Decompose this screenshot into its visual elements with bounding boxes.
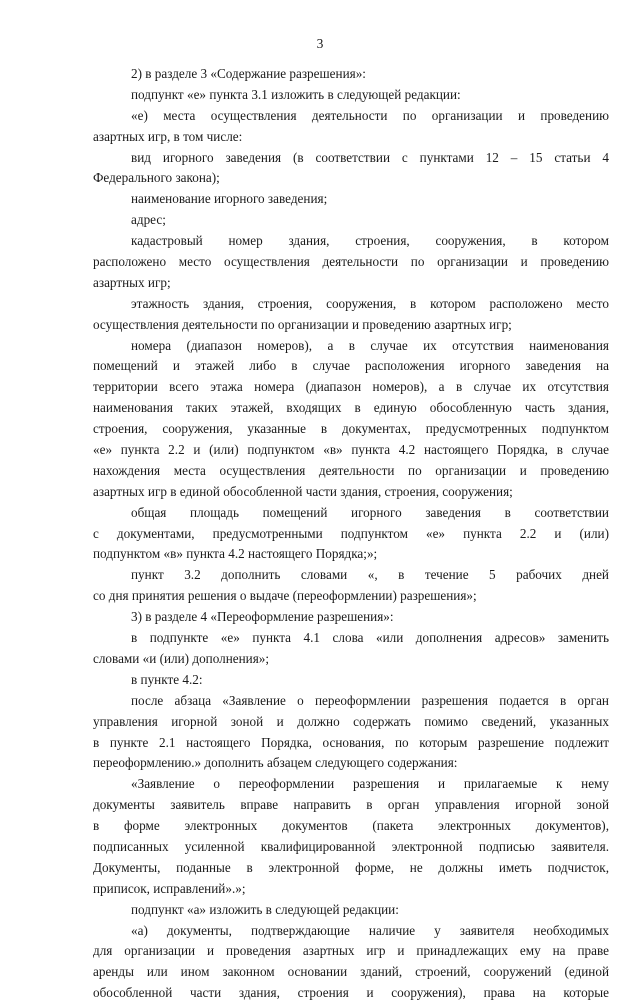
paragraph-line: подпунктом «в» пункта 4.2 настоящего Порядка;»; — [93, 546, 378, 562]
paragraph-line: с документами, предусмотренными подпунктом «е» пункта 2.2 и (или) — [93, 525, 609, 541]
page-number: 3 — [316, 36, 324, 51]
paragraph-line: строения, сооружения, указанные в документах, предусмотренных подпунктом — [93, 421, 609, 437]
paragraph-line: этажность здания, строения, сооружения, в котором расположено место — [131, 295, 609, 311]
paragraph-line: подпункт «а» изложить в следующей редакции: — [131, 901, 399, 917]
paragraph-line: адрес; — [131, 212, 166, 228]
paragraph-line: осуществления деятельности по организации и проведению азартных игр; — [93, 316, 512, 332]
paragraph-line: 2) в разделе 3 «Содержание разрешения»: — [131, 66, 366, 81]
paragraph-line: в пункте 4.2: — [131, 671, 203, 687]
paragraph-line: обособленной части здания, строения и сооружения), права на которые — [93, 985, 609, 1001]
paragraph-line: для организации и проведения азартных игр и принадлежащих ему на праве — [93, 943, 609, 959]
paragraph-line: подписанных усиленной квалифицированной электронной подписью заявителя. — [93, 838, 609, 854]
paragraph-line: словами «и (или) дополнения»; — [93, 650, 270, 666]
paragraph-line: документы заявитель вправе направить в орган управления игорной зоной — [93, 797, 609, 813]
paragraph-line: вид игорного заведения (в соответствии с пунктами 12 – 15 статьи 4 — [131, 149, 609, 165]
paragraph-line: управления игорной зоной и должно содержать помимо сведений, указанных — [93, 713, 609, 729]
paragraph-line: кадастровый номер здания, строения, сооружения, в котором — [131, 233, 609, 249]
paragraph-line: 3) в разделе 4 «Переоформление разрешения»: — [131, 609, 394, 625]
document-body — [93, 64, 609, 1004]
paragraph-line: «Заявление о переоформлении разрешения и прилагаемые к нему — [131, 776, 609, 792]
paragraph-line: в подпункте «е» пункта 4.1 слова «или дополнения адресов» заменить — [131, 630, 609, 646]
paragraph-line: подпункт «е» пункта 3.1 изложить в следующей редакции: — [131, 86, 461, 102]
paragraph-line: азартных игр в единой обособленной части здания, строения, сооружения; — [93, 483, 513, 499]
paragraph-line: Федерального закона); — [93, 170, 220, 186]
paragraph-line: общая площадь помещений игорного заведения в соответствии — [131, 504, 609, 520]
paragraph-line: номера (диапазон номеров), а в случае их отсутствия наименования — [131, 337, 609, 353]
paragraph-line: азартных игр; — [93, 274, 171, 290]
paragraph-line: «е» пункта 2.2 и (или) подпунктом «в» пункта 4.2 настоящего Порядка, в случае — [93, 442, 609, 458]
paragraph-line: «а) документы, подтверждающие наличие у заявителя необходимых — [131, 922, 609, 938]
paragraph-line: помещений и этажей либо в случае расположения игорного заведения на — [93, 358, 609, 374]
paragraph-line: со дня принятия решения о выдаче (переоформлении) разрешения»; — [93, 588, 477, 604]
paragraph-line: наименования таких этажей, входящих в единую обособленную часть здания, — [93, 400, 609, 416]
paragraph-line: «е) места осуществления деятельности по организации и проведению — [131, 107, 609, 123]
paragraph-line: в пункте 2.1 настоящего Порядка, основания, по которым разрешение подлежит — [93, 734, 609, 750]
paragraph-line: приписок, исправлений».»; — [93, 880, 246, 896]
paragraph-line: азартных игр, в том числе: — [93, 128, 243, 144]
paragraph-line: территории всего этажа номера (диапазон номеров), а в случае их отсутствия — [93, 379, 609, 395]
paragraph-line: расположено место осуществления деятельности по организации и проведению — [93, 254, 609, 270]
paragraph-line: переоформлению.» дополнить абзацем следующего содержания: — [93, 755, 458, 771]
paragraph-line: нахождения места осуществления деятельности по организации и проведению — [93, 462, 609, 478]
paragraph-line: в форме электронных документов (пакета электронных документов), — [93, 818, 609, 834]
paragraph-line: Документы, поданные в электронной форме, не должны иметь подчисток, — [93, 859, 609, 875]
paragraph-line: аренды или ином законном основании зданий, строений, сооружений (единой — [93, 964, 609, 980]
paragraph-line: пункт 3.2 дополнить словами «, в течение 5 рабочих дней — [131, 567, 609, 583]
paragraph-line: после абзаца «Заявление о переоформлении разрешения подается в орган — [131, 692, 609, 708]
paragraph-line: наименование игорного заведения; — [131, 191, 328, 207]
